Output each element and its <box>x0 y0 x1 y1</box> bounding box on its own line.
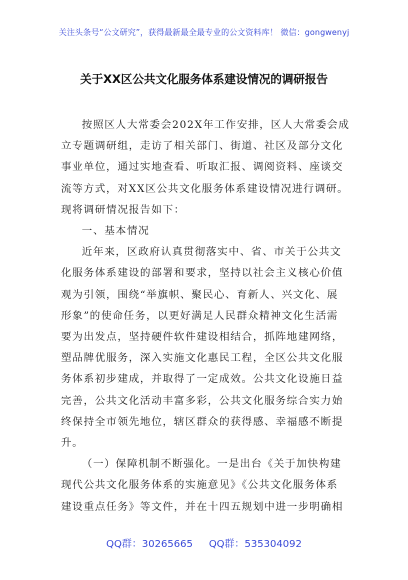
text-line: 务体系初步建成，并取得了一定成效。公共文化设施日益 <box>61 373 344 386</box>
section-heading <box>61 221 351 242</box>
document-title: 关于XX区公共文化服务体系建设情况的调研报告 <box>80 72 328 86</box>
text-line: 完善，公共文化活动丰富多彩，公共文化服务综合实力始 <box>61 394 344 407</box>
text-line: 事业单位，通过实地查看、听取汇报、调阅资料、座谈交 <box>61 161 344 174</box>
text-line: 观为引领，围绕“举旗帜、聚民心、育新人、兴文化、展 <box>61 288 339 301</box>
text-line: 现代公共文化服务体系的实施意见》《公共文化服务体系 <box>61 479 339 492</box>
promo-header: 关注头条号“公文研究”，获得最新最全最专业的公文资料库！ 微信：gongwenyj <box>58 28 350 37</box>
text-line: 按照区人大常委会202X年工作安排，区人大常委会成 <box>81 119 350 131</box>
paragraph-intro <box>61 115 351 221</box>
paragraph-overview <box>61 242 351 454</box>
text-line: 建设重点任务》等文件，并在十四五规划中进一步明确相 <box>61 500 344 513</box>
text-line: 近年来，区政府认真贯彻落实中、省、市关于公共文 <box>81 246 342 259</box>
text-line: 塑品牌优服务，深入实施文化惠民工程，全区公共文化服 <box>61 352 344 365</box>
text-line: 要为出发点，坚持硬件软件建设相结合，抓阵地建网络， <box>61 331 344 344</box>
paragraph-mechanism <box>61 454 351 518</box>
text-line: 一、基本情况 <box>81 225 150 238</box>
text-line: 现将调研情况报告如下： <box>61 203 186 216</box>
qq-group-2: QQ群：535304092 <box>208 539 302 550</box>
text-line: （一）保障机制不断强化。一是出台《关于加快构建 <box>81 458 342 471</box>
qq-group-1: QQ群：30265665 <box>106 539 193 550</box>
text-line: 终保持全市领先地位，辖区群众的获得感、幸福感不断提 <box>61 415 344 428</box>
text-line: 流等方式，对XX区公共文化服务体系建设情况进行调研。 <box>61 182 349 195</box>
text-line: 升。 <box>61 437 84 450</box>
document-body <box>61 115 351 518</box>
text-line: 立专题调研组，走访了相关部门、街道、社区及部分文化 <box>61 140 344 153</box>
text-line: 化服务体系建设的部署和要求，坚持以社会主义核心价值 <box>61 267 344 280</box>
qq-footer <box>0 535 408 550</box>
text-line: 形象”的使命任务，以更好满足人民群众精神文化生活需 <box>61 309 339 322</box>
